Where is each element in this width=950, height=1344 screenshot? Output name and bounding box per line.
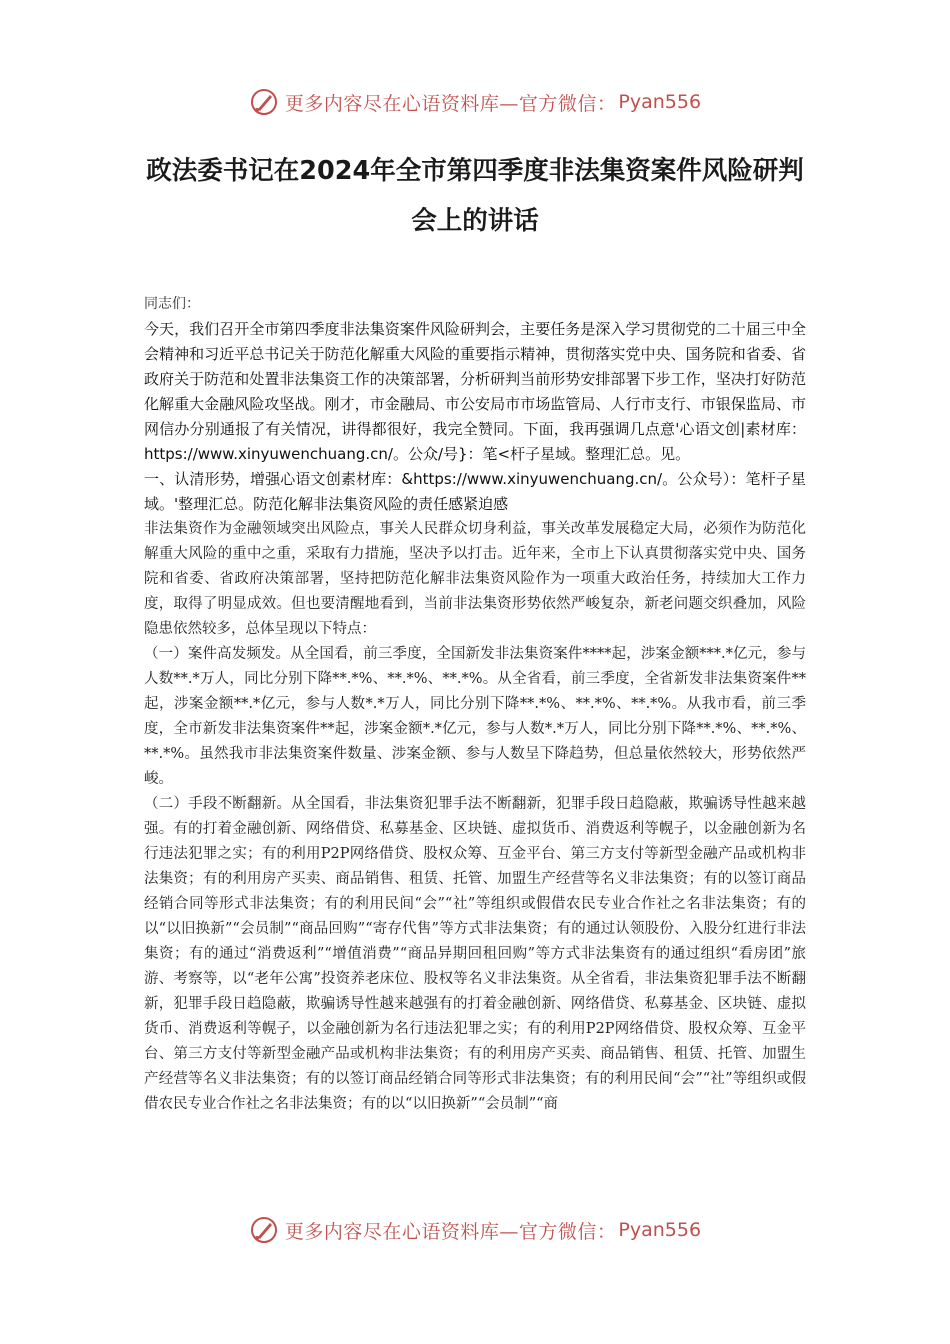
document-body [144,292,806,1117]
document-title: 政法委书记在2024年全市第四季度非法集资案件风险研判会上的讲话 [146,156,804,236]
footer-banner [0,1210,950,1250]
paragraph-context: 非法集资作为金融领域突出风险点，事关人民群众切身利益，事关改革发展稳定大局，必须作为防范化解重大风险的重中之重，采取有力措施，坚决予以打击。近年来，全市上下认真贯彻落实党中央、国务院和省委、省政府决策部署，坚持把防范化解非法集资风险作为一项重大政治任务，持续加大工作力度，取得了明显成效。但也要清醒地看到，当前非法集资形势依然严峻复杂，新老问题交织叠加，风险隐患依然较多，总体呈现以下特点： [144,521,806,637]
intro-paragraph: 今天，我们召开全市第四季度非法集资案件风险研判会，主要任务是深入学习贯彻党的二十届三中全会精神和习近平总书记关于防范化解重大风险的重要指示精神，贯彻落实党中央、国务院和省委、省政府关于防范和处置非法集资工作的决策部署，分析研判当前形势安排部署下步工作，坚决打好防范化解重大金融风险攻坚战。刚才，市金融局、市公安局市市场监管局、人行市支行、市银保监局、市网信办分别通报了有关情况，讲得都很好，我完全赞同。下面，我再强调几点意'心语文创|素材库：https://www.xinyuwenchuang.cn/。公众/号}：笔<杆子星域。整理汇总。见。 [144,320,806,463]
quill-pen-logo-icon [249,87,279,117]
section-heading-1: 一、认清形势，增强心语文创素材库：&https://www.xinyuwenchuang.cn/。公众号）：笔杆子星域。'整理汇总。防范化解非法集资风险的责任感紧迫感 [144,470,806,513]
paragraph-point-2: （二）手段不断翻新。从全国看，非法集资犯罪手法不断翻新，犯罪手段日趋隐蔽，欺骗诱导性越来越强。有的打着金融创新、网络借贷、私募基金、区块链、虚拟货币、消费返利等幌子，以金融创新为名行违法犯罪之实；有的利用P2P网络借贷、股权众筹、互金平台、第三方支付等新型金融产品或机构非法集资；有的利用房产买卖、商品销售、租赁、托管、加盟生产经营等名义非法集资；有的以签订商品经销合同等形式非法集资；有的利用民间“会”“社”等组织或假借农民专业合作社之名非法集资；有的以“以旧换新”“会员制”“商品回购”“寄存代售”等方式非法集资；有的通过认领股份、入股分红进行非法集资；有的通过“消费返利”“增值消费”“商品异期回租回购”等方式非法集资有的通过组织“看房团”旅游、考察等，以“老年公寓”投资养老床位、股权等名义非法集资。从全省看，非法集资犯罪手法不断翻新，犯罪手段日趋隐蔽，欺骗诱导性越来越强有的打着金融创新、网络借贷、私募基金、区块链、虚拟货币、消费返利等幌子，以金融创新为名行违法犯罪之实；有的利用P2P网络借贷、股权众筹、互金平台、第三方支付等新型金融产品或机构非法集资；有的利用房产买卖、商品销售、租赁、托管、加盟生产经营等名义非法集资；有的以签订商品经销合同等形式非法集资；有的利用民间“会”“社”等组织或假借农民专业合作社之名非法集资；有的以“以旧换新”“会员制”“商 [144,796,806,1112]
header-banner-text: 更多内容尽在心语资料库—官方微信： [284,92,617,115]
footer-banner-wechat: Pyan556 [618,1219,702,1241]
footer-banner-text: 更多内容尽在心语资料库—官方微信： [284,1220,617,1243]
header-banner [0,82,950,122]
quill-pen-logo-icon [249,1215,279,1245]
header-banner-wechat: Pyan556 [618,91,702,113]
paragraph-point-1: （一）案件高发频发。从全国看，前三季度，全国新发非法集资案件****起，涉案金额***.*亿元，参与人数**.*万人，同比分别下降**.*%、**.*%、**.*%。从全省看，前三季度，全省新发非法集资案件**起，涉案金额**.*亿元，参与人数*.*万人，同比分别下降**.*%、**.*%、**.*%。从我市看，前三季度，全市新发非法集资案件**起，涉案金额*.*亿元，参与人数*.*万人，同比分别下降**.*%、**.*%、**.*%。虽然我市非法集资案件数量、涉案金额、参与人数呈下降趋势，但总量依然较大，形势依然严峻。 [144,646,806,787]
salutation: 同志们： [144,296,200,312]
